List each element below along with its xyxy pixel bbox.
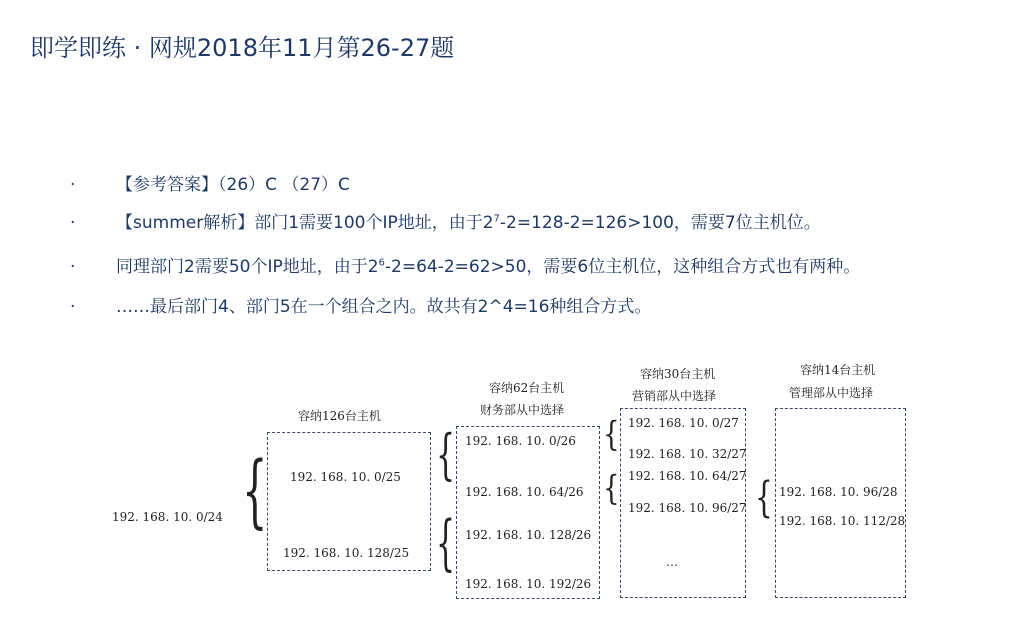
analysis-exponent: 7 bbox=[493, 213, 500, 225]
level2-subnet-64: 192. 168. 10. 64/26 bbox=[465, 485, 584, 499]
level2-box bbox=[456, 426, 600, 599]
level3-subnet-0: 192. 168. 10. 0/27 bbox=[628, 416, 739, 430]
brace-level3-upper: { bbox=[603, 415, 620, 455]
bullet-dot: · bbox=[70, 213, 76, 233]
brace-level3-lower: { bbox=[603, 469, 620, 509]
level2-header-dept: 财务部从中选择 bbox=[480, 403, 565, 417]
brace-level4: { bbox=[755, 472, 773, 522]
level2-header-capacity: 容纳62台主机 bbox=[489, 381, 565, 395]
level3-ellipsis: … bbox=[666, 555, 678, 569]
bullet-dot: · bbox=[70, 175, 76, 195]
level4-header-capacity: 容纳14台主机 bbox=[800, 363, 876, 377]
bullet-conclusion-text: ……最后部门4、部门5在一个组合之内。故共有2^4=16种组合方式。 bbox=[116, 297, 652, 317]
level3-subnet-32: 192. 168. 10. 32/27 bbox=[628, 447, 747, 461]
level3-subnet-64: 192. 168. 10. 64/27 bbox=[628, 469, 747, 483]
dept2-text-before: 同理部门2需要50个IP地址，由于2 bbox=[116, 257, 379, 277]
level2-subnet-0: 192. 168. 10. 0/26 bbox=[465, 434, 576, 448]
level4-box bbox=[775, 408, 906, 598]
root-network: 192. 168. 10. 0/24 bbox=[112, 510, 223, 524]
level1-subnet-128: 192. 168. 10. 128/25 bbox=[283, 546, 410, 560]
level3-header-dept: 营销部从中选择 bbox=[632, 389, 717, 403]
level4-header-dept: 管理部从中选择 bbox=[789, 386, 874, 400]
level1-header: 容纳126台主机 bbox=[298, 409, 381, 423]
bullet-dot: · bbox=[70, 257, 76, 277]
bullet-dot: · bbox=[70, 297, 76, 317]
level4-subnet-112: 192. 168. 10. 112/28 bbox=[779, 514, 906, 528]
analysis-text-after: -2=128-2=126>100，需要7位主机位。 bbox=[499, 213, 821, 233]
level4-subnet-96: 192. 168. 10. 96/28 bbox=[779, 485, 898, 499]
level3-header-capacity: 容纳30台主机 bbox=[640, 367, 716, 381]
level3-subnet-96: 192. 168. 10. 96/27 bbox=[628, 501, 747, 515]
brace-level2-upper: { bbox=[436, 424, 456, 488]
analysis-text-before: 【summer解析】部门1需要100个IP地址，由于2 bbox=[116, 213, 494, 233]
brace-root: { bbox=[242, 446, 268, 538]
level1-subnet-0: 192. 168. 10. 0/25 bbox=[290, 470, 401, 484]
bullet-answer-text: 【参考答案】（26）C （27）C bbox=[116, 175, 350, 195]
slide-title: 即学即练 · 网规2018年11月第26-27题 bbox=[30, 34, 455, 62]
dept2-text-after: -2=64-2=62>50，需要6位主机位，这种组合方式也有两种。 bbox=[384, 257, 861, 277]
level2-subnet-192: 192. 168. 10. 192/26 bbox=[465, 577, 592, 591]
level2-subnet-128: 192. 168. 10. 128/26 bbox=[465, 528, 592, 542]
brace-level2-lower: { bbox=[436, 509, 456, 579]
dept2-exponent: 6 bbox=[378, 257, 385, 269]
